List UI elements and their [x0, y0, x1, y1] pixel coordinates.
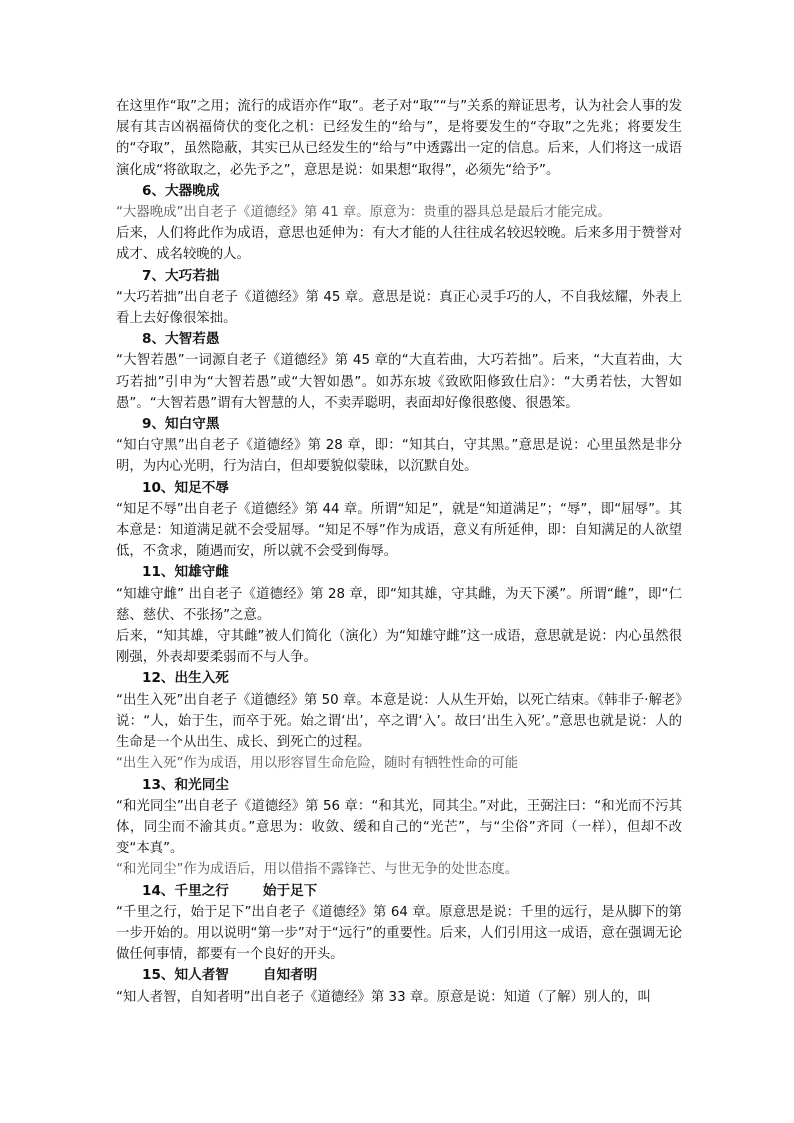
section-paragraph: “和光同尘”出自老子《道德经》第 56 章：“和其光，同其尘。”对此，王弼注曰：“和光而不污其体，同尘而不渝其贞。”意思为：收敛、缓和自己的“光芒”，与“尘俗”齐同（一样），但却不改变“本真”。 — [116, 798, 682, 857]
section-paragraph: “知足不辱”出自老子《道德经》第 44 章。所谓“知足”，就是“知道满足”；“辱”，即“屈辱”。其本意是：知道满足就不会受屈辱。“知足不辱”作为成语，意义有所延伸，即：自知满足的人欲望低，不贪求，随遇而安，所以就不会受到侮辱。 — [116, 501, 682, 560]
section-paragraph: “大智若愚”一词源自老子《道德经》第 45 章的“大直若曲，大巧若拙”。后来，“大直若曲，大巧若拙”引申为“大智若愚”或“大智如愚”。如苏东坡《致欧阳修致仕启》：“大勇若怯，大智如愚”。“大智若愚”谓有大智慧的人，不卖弄聪明，表面却好像很憨傻、很愚笨。 — [116, 353, 682, 411]
section-15 — [116, 965, 682, 1007]
section-heading: 15、知人者智 — [142, 967, 229, 984]
section-paragraph: “大巧若拙”出自老子《道德经》第 45 章。意思是说：真正心灵手巧的人，不自我炫耀，外表上看上去好像很笨拙。 — [116, 289, 682, 327]
section-paragraph: “出生入死”出自老子《道德经》第 50 章。本意是说：人从生开始，以死亡结束。《韩非子·解老》说：“人，始于生，而卒于死。始之谓‘出’，卒之谓‘入’。故曰‘出生入死’。”意思也就是说：人的生命是一个从出生、成长、到死亡的过程。 — [116, 692, 682, 751]
document-page — [116, 96, 682, 1008]
section-heading-second: 始于足下 — [262, 882, 318, 899]
section-12 — [116, 668, 682, 774]
intro-paragraph: 在这里作“取”之用；流行的成语亦作“取”。老子对“取”“与”关系的辩证思考，认为社会人事的发展有其吉凶祸福倚伏的变化之机：已经发生的“给与”，是将要发生的“夺取”之先兆；将要发生的“夺取”，虽然隐蔽，其实已从已经发生的“给与”中透露出一定的信息。后来，人们将这一成语演化成“将欲取之，必先予之”，意思是说：如果想“取得”，必须先“给予”。 — [116, 99, 682, 178]
section-paragraph: “知雄守雌” 出自老子《道德经》第 28 章，即“知其雄，守其雌，为天下溪”。所谓“雌”，即“仁慈、慈伏、不张扬”之意。 — [116, 586, 682, 623]
section-paragraph: “大器晚成”出自老子《道德经》第 41 章。原意为：贵重的器具总是最后才能完成。 — [116, 205, 611, 221]
section-heading: 14、千里之行 — [142, 882, 229, 899]
section-13 — [116, 775, 682, 881]
section-heading: 11、知雄守雌 — [142, 564, 229, 581]
section-paragraph: “出生入死”作为成语，用以形容冒生命危险，随时有牺牲性命的可能 — [116, 756, 519, 772]
section-heading: 7、大巧若拙 — [142, 267, 220, 284]
section-heading-line — [116, 881, 682, 902]
section-paragraph: “千里之行，始于足下”出自老子《道德经》第 64 章。原意思是说：千里的远行，是从脚下的第一步开始的。用以说明“第一步”对于“远行”的重要性。后来，人们引用这一成语，意在强调无论做任何事情，都要有一个良好的开头。 — [116, 904, 682, 963]
section-heading-second: 自知者明 — [262, 967, 318, 984]
section-heading-line — [116, 965, 682, 986]
section-paragraph: 后来，“知其雄，守其雌”被人们简化（演化）为“知雄守雌”这一成语，意思就是说：内心虽然很刚强，外表却要柔弱而不与人争。 — [116, 629, 682, 666]
section-paragraph: 后来，人们将此作为成语，意思也延伸为：有大才能的人往往成名较迟较晚。后来多用于赞誉对成才、成名较晚的人。 — [116, 226, 682, 263]
section-11 — [116, 562, 682, 668]
section-9 — [116, 414, 682, 478]
section-heading: 10、知足不辱 — [142, 479, 229, 496]
section-heading: 9、知白守黑 — [142, 416, 220, 433]
section-heading: 12、出生入死 — [142, 670, 229, 687]
section-heading: 6、大器晚成 — [142, 182, 220, 199]
section-7 — [116, 266, 682, 330]
section-14 — [116, 881, 682, 966]
section-paragraph: “和光同尘”作为成语后，用以借指不露锋芒、与世无争的处世态度。 — [116, 862, 519, 878]
section-10 — [116, 478, 682, 563]
section-6 — [116, 181, 682, 266]
section-heading: 8、大智若愚 — [142, 331, 220, 348]
section-8 — [116, 329, 682, 414]
section-paragraph: “知白守黑”出自老子《道德经》第 28 章，即：“知其白，守其黑。”意思是说：心里虽然是非分明，为内心光明，行为洁白，但却要貌似蒙昧，以沉默自处。 — [116, 438, 682, 475]
section-heading: 13、和光同尘 — [142, 776, 229, 793]
section-paragraph: “知人者智，自知者明”出自老子《道德经》第 33 章。原意是说：知道（了解）别人的，叫 — [116, 989, 651, 1005]
